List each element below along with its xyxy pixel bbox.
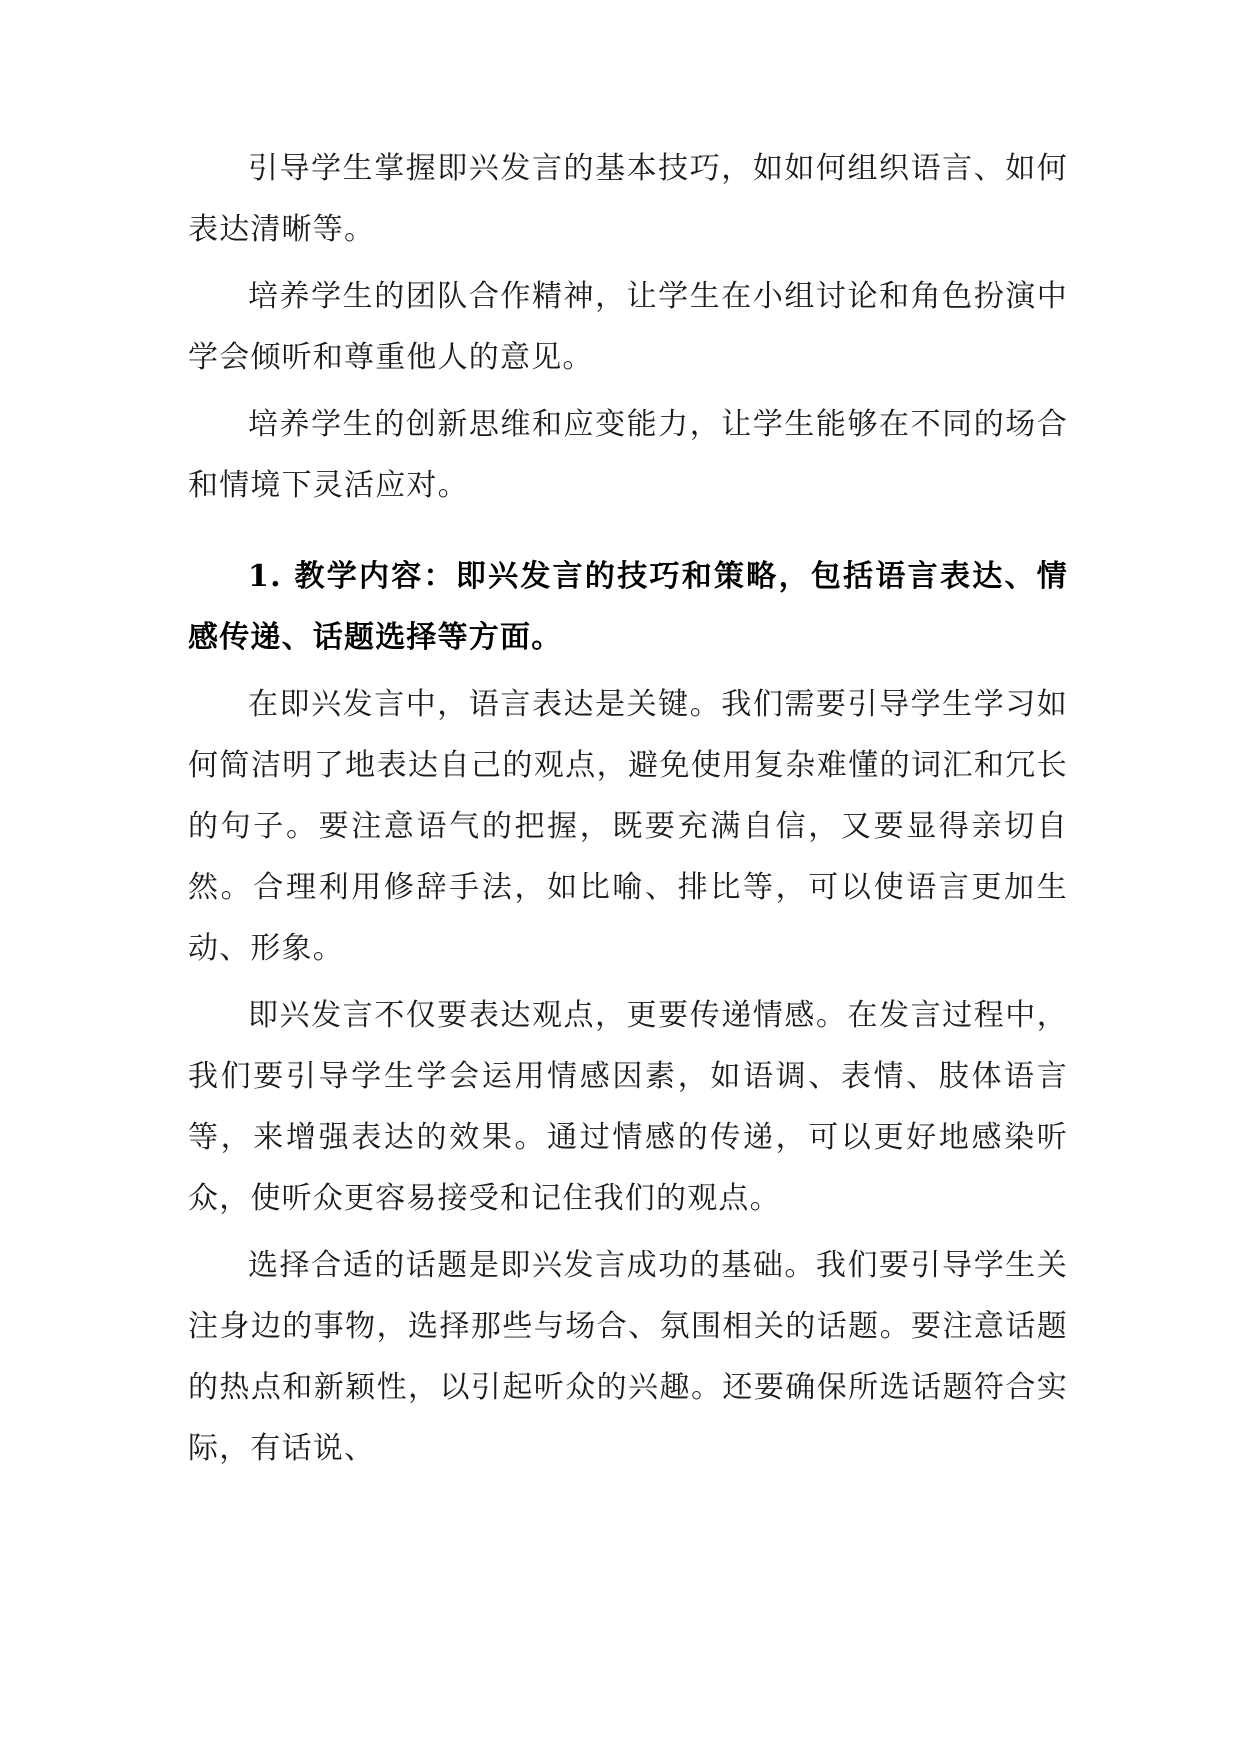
paragraph-language-expression: 在即兴发言中，语言表达是关键。我们需要引导学生学习如何简洁明了地表达自己的观点，避免使用复杂难懂的词汇和冗长的句子。要注意语气的把握，既要充满自信，又要显得亲切自然。合理利用修辞手法，如比喻、排比等，可以使语言更加生动、形象。 [188,687,1068,966]
section-heading-teaching-content: 1. 教学内容：即兴发言的技巧和策略，包括语言表达、情感传递、话题选择等方面。 [188,559,1068,655]
paragraph-speaking-skills: 引导学生掌握即兴发言的基本技巧，如如何组织语言、如何表达清晰等。 [188,151,1068,247]
document-page [188,138,1068,1485]
paragraph-teamwork: 培养学生的团队合作精神，让学生在小组讨论和角色扮演中学会倾听和尊重他人的意见。 [188,279,1068,375]
paragraph-innovation: 培养学生的创新思维和应变能力，让学生能够在不同的场合和情境下灵活应对。 [188,407,1068,503]
paragraph-topic-selection: 选择合适的话题是即兴发言成功的基础。我们要引导学生关注身边的事物，选择那些与场合、氛围相关的话题。要注意话题的热点和新颖性，以引起听众的兴趣。还要确保所选话题符合实际，有话说、 [188,1248,1068,1466]
paragraph-emotion-delivery: 即兴发言不仅要表达观点，更要传递情感。在发言过程中，我们要引导学生学会运用情感因素，如语调、表情、肢体语言等，来增强表达的效果。通过情感的传递，可以更好地感染听众，使听众更容易接受和记住我们的观点。 [188,998,1068,1216]
